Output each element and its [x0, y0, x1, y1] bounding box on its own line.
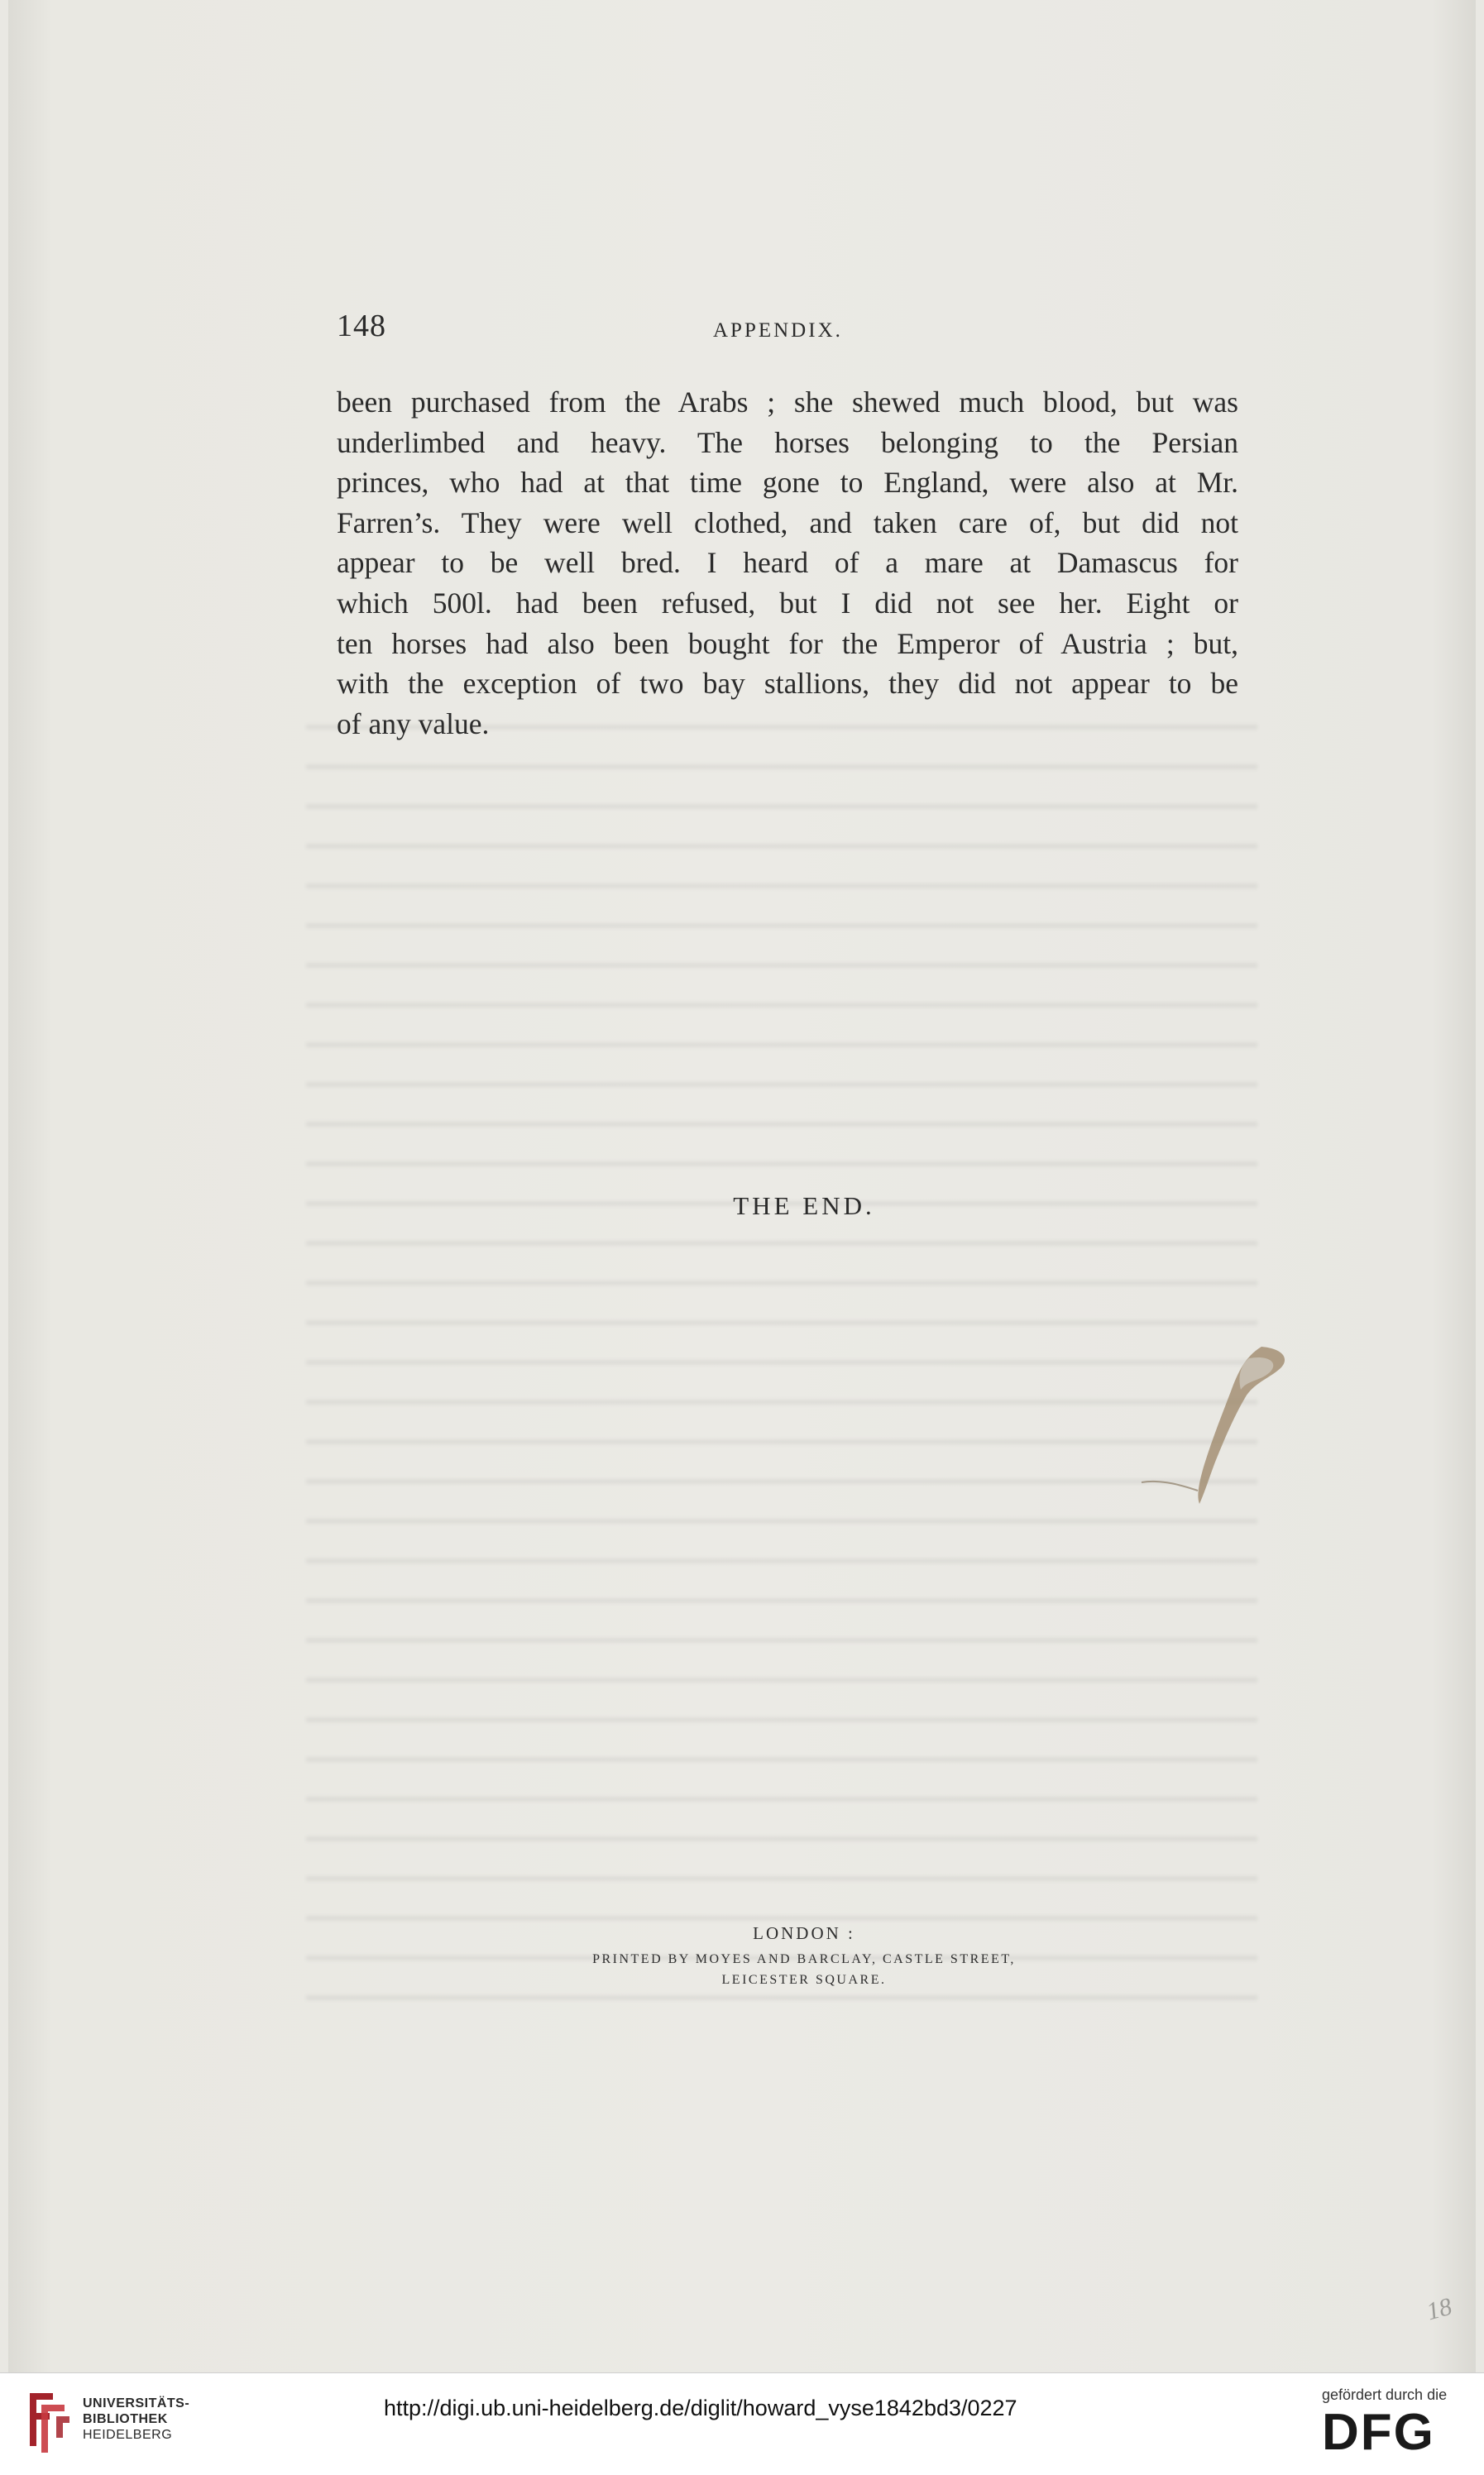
library-name-line: BIBLIOTHEK	[83, 2412, 168, 2426]
page-number: 148	[337, 309, 386, 343]
book-page	[8, 0, 1476, 2372]
text-line: with the exception of two bay stallions, they did not appear to be	[337, 667, 1238, 701]
text-line: ten horses had also been bought for the Emperor of Austria ; but,	[337, 626, 1238, 660]
university-library-name	[83, 2396, 189, 2443]
library-name-line: HEIDELBERG	[83, 2428, 173, 2442]
text-line: of any value.	[337, 706, 490, 740]
text-line: Farren’s. They were well clothed, and taken care of, but did not	[337, 505, 1238, 539]
body-paragraph	[337, 382, 1238, 744]
the-end-heading: THE END.	[733, 1191, 875, 1220]
imprint-printer: PRINTED BY MOYES AND BARCLAY, CASTLE STREET,	[592, 1952, 1016, 1966]
dfg-logo[interactable]: DFG	[1322, 2404, 1435, 2461]
digitization-footer	[0, 2372, 1484, 2475]
funding-caption: gefördert durch die	[1322, 2386, 1448, 2403]
permalink-url[interactable]: http://digi.ub.uni-heidelberg.de/diglit/howard_vyse1842bd3/0227	[384, 2396, 1017, 2420]
text-line: princes, who had at that time gone to England, were also at Mr.	[337, 466, 1238, 500]
printer-imprint	[0, 1921, 1484, 1990]
page-header	[337, 308, 1238, 349]
imprint-city: LONDON :	[753, 1923, 855, 1943]
text-line: which 500l. had been refused, but I did not see her. Eight or	[337, 586, 1238, 620]
pencil-annotation: 18	[1424, 2292, 1455, 2326]
library-name-line: UNIVERSITÄTS-	[83, 2396, 190, 2410]
paper-stain	[1084, 1340, 1299, 1522]
imprint-address: LEICESTER SQUARE.	[721, 1973, 887, 1987]
university-library-logo-icon[interactable]	[18, 2388, 74, 2458]
text-line: underlimbed and heavy. The horses belonging to the Persian	[337, 425, 1238, 459]
running-head: APPENDIX.	[713, 319, 843, 342]
text-line: been purchased from the Arabs ; she shewed much blood, but was	[337, 385, 1238, 419]
text-line: appear to be well bred. I heard of a mare at Damascus for	[337, 546, 1238, 580]
